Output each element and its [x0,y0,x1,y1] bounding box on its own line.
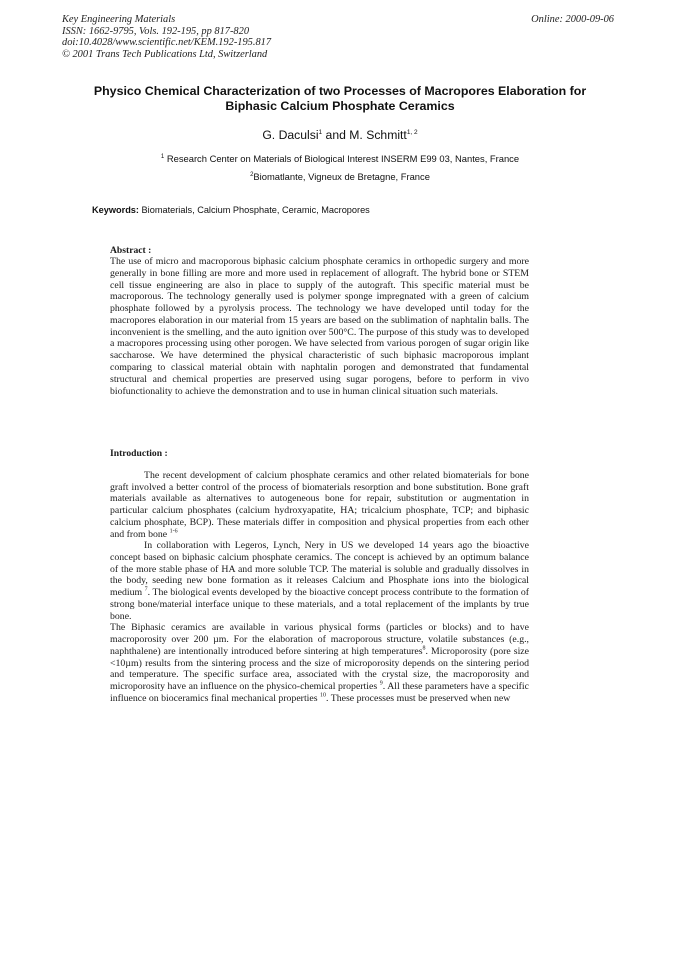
intro-p3-text-d: . These processes must be preserved when new [326,692,511,704]
introduction-body [110,470,529,704]
issn-line: ISSN: 1662-9795, Vols. 192-195, pp 817-820 [62,25,250,37]
intro-p2-text-b: . The biological events developed by the bioactive concept process contribute to the formation of strong bone/material interface unique to these materials, and a total replacement of the implants by true bone. [110,587,530,622]
intro-p3-text-c: . All these parameters have a specific influence on bioceramics final mechanical properties [110,680,529,704]
keywords [92,205,370,215]
intro-p1-ref: 1-6 [169,528,178,535]
abstract-heading: Abstract : [110,245,152,256]
keywords-label: Keywords: [92,205,139,215]
abstract-text: The use of micro and macroporous biphasic calcium phosphate ceramics in orthopedic surgery and more generally in bone filling are more and more used in replacement of allograft. The hybrid bone or STEM cell tissue engineering are also in place to supply of the autograft. This specific material must be macroporous. The technology generally used is polymer sponge impregnated with a green of calcium phosphate followed by a pyrolysis process. The technology we have developed until today for the macropores elaboration in our material from 15 years are based on the sublimation of naphtalin balls. The inconvenient is the smelling, and the auto ignition over 500°C. The purpose of this study was to developed a macropores processing using other porogen. We have selected from various porogen of sugar origin like saccharose. We have determined the physical characteristic of such biphasic macroporous implant comparing to classical material obtain with naphtalin porogen and demonstrated that fundamental structural and chemical properties are preserved using sugar porogens, before to perform in vivo biofunctionality to achieve the demonstration and to use in human clinical situation such materials. [110,256,529,397]
intro-paragraph-2 [110,540,529,622]
affiliation-2-marker: 2 [250,171,254,178]
affiliation-2 [60,171,620,182]
affiliation-1-marker: 1 [160,153,165,160]
author-1: G. Daculsi [262,128,319,142]
journal-header [62,14,271,60]
affiliation-1-text: Research Center on Materials of Biological Interest INSERM E99 03, Nantes, France [164,153,520,164]
online-date: Online: 2000-09-06 [531,14,614,25]
intro-p3-ref-3: 10 [320,692,327,699]
intro-p1-text: The recent development of calcium phosphate ceramics and other related biomaterials for bone graft involved a better control of the process of biomaterials resorption and bone substitution. Bone graft materials available as alternatives to autogeneous bone for repair, substitution or augmentation in particular calcium phosphates (calcium hydroxyapatite, HA; tricalcium phosphate, TCP; and biphasic calcium phosphate, BCP). These materials differ in composition and physical properties from each other and from bone [110,470,529,540]
paper-title: Physico Chemical Characterization of two Processes of Macropores Elaboration for Biphasic Calcium Phosphate Ceramics [93,84,587,113]
copyright-line: © 2001 Trans Tech Publications Ltd, Switzerland [62,48,268,60]
author-conjunction: and [322,128,350,142]
journal-name: Key Engineering Materials [62,14,176,25]
intro-p3-text-a: The Biphasic ceramics are available in various physical forms (particles or blocks) and to have macroporosity over 200 µm. For the elaboration of macroporous structure, volatile substances (e.g., naphthalene) are intentionally introduced before sintering at high temperatures [110,622,529,657]
introduction-heading: Introduction : [110,448,168,459]
author-2-affil-ref: 1, 2 [406,128,418,136]
intro-paragraph-1 [110,470,529,540]
author-line [100,128,580,142]
affiliation-1 [60,153,620,164]
intro-p2-ref: 7 [144,586,148,593]
author-1-affil-ref: 1 [318,128,323,136]
doi-line[interactable]: doi:10.4028/www.scientific.net/KEM.192-195.817 [62,37,272,49]
intro-p3-text-b: . Microporosity (pore size <10µm) results from the sintering process and the size of microporosity depends on the sintering period and temperature. The specific surface area, associated with the crystal size, the macroporosity and microporosity have an influence on the physico-chemical properties [110,645,529,692]
keywords-text: Biomaterials, Calcium Phosphate, Ceramic, Macropores [138,205,370,215]
affiliation-2-text: Biomatlante, Vigneux de Bretagne, France [253,171,430,182]
intro-p3-ref-1: 8 [422,645,426,652]
author-2: M. Schmitt [349,128,407,142]
intro-paragraph-3 [110,622,529,704]
intro-p3-ref-2: 9 [379,680,383,687]
intro-p2-text-a: In collaboration with Legeros, Lynch, Nery in US we developed 14 years ago the bioactive concept based on biphasic calcium phosphate ceramics. The concept is achieved by an optimum balance of the more stable phase of HA and more soluble TCP. The material is soluble and gradually dissolves in the body, seeding new bone formation as it releases Calcium and Phosphate ions into the biological medium [110,540,529,599]
